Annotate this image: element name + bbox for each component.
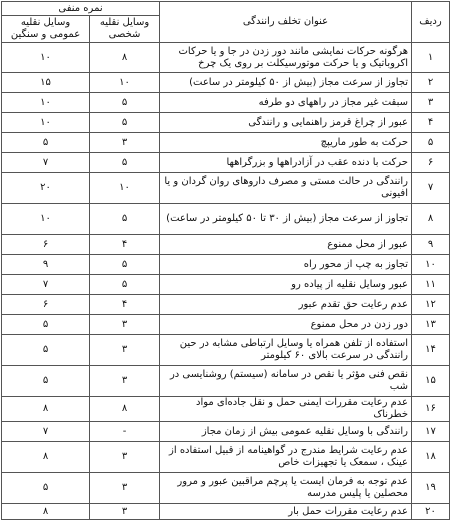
violation-title: حرکت به طور ماریپچ <box>160 133 412 153</box>
table-row <box>2 366 450 397</box>
row-number: ۱۷ <box>412 422 450 442</box>
table-row <box>2 255 450 275</box>
table-row <box>2 153 450 173</box>
personal-score: ۱۰ <box>90 173 160 204</box>
personal-score: ۳ <box>90 335 160 366</box>
row-number: ۱۳ <box>412 315 450 335</box>
table-row <box>2 133 450 153</box>
violation-title: تجاوز از سرعت مجاز (بیش از ۵۰ کیلومتر در ساعت) <box>160 73 412 93</box>
row-number: ۱۵ <box>412 366 450 397</box>
row-number: ۴ <box>412 113 450 133</box>
personal-score: ۴ <box>90 235 160 255</box>
row-number: ۵ <box>412 133 450 153</box>
table-row <box>2 275 450 295</box>
violation-title: عدم توجه به فرمان ایست یا پرچم مراقبین عبور و مرور محصلین یا پلیس مدرسه <box>160 473 412 504</box>
radif-header: ردیف <box>412 2 450 43</box>
table-body <box>2 43 450 520</box>
table-row <box>2 315 450 335</box>
public-score: ۵ <box>2 315 90 335</box>
violation-title: حرکت با دنده عقب در آزادراهها و بزرگراهها <box>160 153 412 173</box>
table-row <box>2 422 450 442</box>
violation-title: نقص فنی مؤثر یا نقص در سامانه (سیستم) روشنایسی در شب <box>160 366 412 397</box>
personal-score: ۵ <box>90 204 160 235</box>
violation-title: رانندگی در حالت مستی و مصرف داروهای روان گردان و یا افیونی <box>160 173 412 204</box>
table-row <box>2 335 450 366</box>
table-row <box>2 204 450 235</box>
personal-score: ۳ <box>90 504 160 520</box>
table-row <box>2 442 450 473</box>
table-row <box>2 93 450 113</box>
title-header: عنوان تخلف رانندگی <box>160 2 412 43</box>
public-score: ۱۰ <box>2 43 90 73</box>
row-number: ۱۰ <box>412 255 450 275</box>
table-row <box>2 73 450 93</box>
table-row <box>2 113 450 133</box>
personal-score: - <box>90 422 160 442</box>
violation-title: تجاوز به چپ از محور راه <box>160 255 412 275</box>
public-score: ۵ <box>2 133 90 153</box>
row-number: ۱۸ <box>412 442 450 473</box>
violation-title: عبور از محل ممنوع <box>160 235 412 255</box>
violation-title: عدم رعایت مقررات حمل بار <box>160 504 412 520</box>
violation-title: تجاوز از سرعت مجاز (بیش از ۳۰ تا ۵۰ کیلومتر در ساعت) <box>160 204 412 235</box>
table-row <box>2 295 450 315</box>
personal-score: ۵ <box>90 255 160 275</box>
table-row <box>2 235 450 255</box>
personal-score: ۳ <box>90 133 160 153</box>
public-score: ۱۰ <box>2 113 90 133</box>
personal-score: ۳ <box>90 366 160 397</box>
violation-title: عدم رعایت حق تقدم عبور <box>160 295 412 315</box>
personal-score: ۳ <box>90 315 160 335</box>
row-number: ۱۱ <box>412 275 450 295</box>
row-number: ۱۹ <box>412 473 450 504</box>
table-row <box>2 504 450 520</box>
public-score: ۸ <box>2 504 90 520</box>
row-number: ۱ <box>412 43 450 73</box>
personal-score: ۳ <box>90 473 160 504</box>
row-number: ۷ <box>412 173 450 204</box>
personal-header: وسایل نقلیه شخصی <box>90 16 160 43</box>
row-number: ۸ <box>412 204 450 235</box>
personal-score: ۵ <box>90 93 160 113</box>
row-number: ۳ <box>412 93 450 113</box>
violation-title: عدم رعایت شرایط مندرج در گواهینامه از قبیل استفاده از عینک ، سمعک یا تجهیزات خاص <box>160 442 412 473</box>
row-number: ۱۶ <box>412 397 450 422</box>
public-score: ۹ <box>2 255 90 275</box>
public-score: ۶ <box>2 235 90 255</box>
public-score: ۱۰ <box>2 204 90 235</box>
table-row <box>2 173 450 204</box>
violation-title: رانندگی با وسایل نقلیه عمومی بیش از زمان مجاز <box>160 422 412 442</box>
score-group-header: نمره منفی <box>2 2 160 16</box>
table-row <box>2 43 450 73</box>
public-header: وسایل نقلیه عمومی و سنگین <box>2 16 90 43</box>
row-number: ۶ <box>412 153 450 173</box>
personal-score: ۱۰ <box>90 73 160 93</box>
personal-score: ۴ <box>90 295 160 315</box>
violation-title: عدم رعایت مقررات ایمنی حمل و نقل جاده‌ای مواد خطرناک <box>160 397 412 422</box>
public-score: ۱۵ <box>2 73 90 93</box>
public-score: ۷ <box>2 422 90 442</box>
public-score: ۲۰ <box>2 173 90 204</box>
table-row <box>2 473 450 504</box>
row-number: ۲۰ <box>412 504 450 520</box>
table-row <box>2 397 450 422</box>
violation-title: هرگونه حرکات نمایشی مانند دور زدن در جا و یا حرکات اکروباتیک و یا حرکت موتورسیکلت بر روی یک چرخ <box>160 43 412 73</box>
violation-title: عبور وسایل نقلیه از پیاده رو <box>160 275 412 295</box>
violation-title: استفاده از تلفن همراه یا وسایل ارتباطی مشابه در حین رانندگی در سرعت بالای ۶۰ کیلومتر <box>160 335 412 366</box>
public-score: ۱۰ <box>2 93 90 113</box>
violations-table <box>1 1 450 520</box>
public-score: ۷ <box>2 275 90 295</box>
violation-title: سبقت غیر مجاز در راههای دو طرفه <box>160 93 412 113</box>
public-score: ۵ <box>2 366 90 397</box>
public-score: ۷ <box>2 153 90 173</box>
personal-score: ۵ <box>90 153 160 173</box>
public-score: ۸ <box>2 442 90 473</box>
personal-score: ۸ <box>90 43 160 73</box>
public-score: ۸ <box>2 397 90 422</box>
public-score: ۶ <box>2 295 90 315</box>
public-score: ۵ <box>2 335 90 366</box>
row-number: ۹ <box>412 235 450 255</box>
personal-score: ۸ <box>90 397 160 422</box>
personal-score: ۳ <box>90 442 160 473</box>
personal-score: ۵ <box>90 113 160 133</box>
row-number: ۱۲ <box>412 295 450 315</box>
row-number: ۱۴ <box>412 335 450 366</box>
personal-score: ۵ <box>90 275 160 295</box>
violation-title: عبور از چراغ قرمز راهنمایی و رانندگی <box>160 113 412 133</box>
violation-title: دور زدن در محل ممنوع <box>160 315 412 335</box>
row-number: ۲ <box>412 73 450 93</box>
public-score: ۵ <box>2 473 90 504</box>
